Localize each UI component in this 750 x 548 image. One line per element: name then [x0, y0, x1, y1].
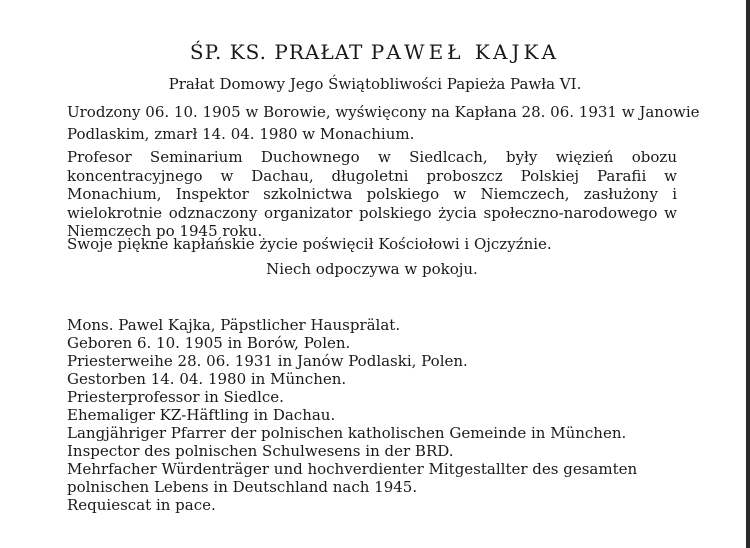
page-title [0, 40, 750, 64]
german-line: Ehemaliger KZ-Häftling in Dachau. [67, 406, 336, 424]
polish-birth-paragraph [67, 101, 700, 145]
birth-line-2: Podlaskim, zmarł 14. 04. 1980 w Monachium. [67, 125, 415, 143]
birth-line-1: Urodzony 06. 10. 1905 w Borowie, wyświęcony na Kapłana 28. 06. 1931 w Janowie [67, 103, 700, 121]
title-name: PAWEŁ KAJKA [370, 40, 561, 64]
german-line: Priesterprofessor in Siedlce. [67, 388, 284, 406]
rest-text: Niech odpoczywa w pokoju. [266, 260, 478, 278]
german-line: Mons. Pawel Kajka, Päpstlicher Hausprälat. [67, 316, 401, 334]
german-line: Gestorben 14. 04. 1980 in München. [67, 370, 347, 388]
title-prefix: ŚP. KS. PRAŁAT [189, 40, 371, 64]
german-line: Mehrfacher Würdenträger und hochverdienter Mitgestallter des gesamten [67, 460, 638, 478]
german-line: Inspector des polnischen Schulwesens in der BRD. [67, 442, 454, 460]
german-line: Geboren 6. 10. 1905 in Borów, Polen. [67, 334, 351, 352]
polish-career-paragraph [67, 148, 677, 241]
german-line: polnischen Lebens in Deutschland nach 1945. [67, 478, 418, 496]
german-line: Requiescat in pace. [67, 496, 216, 514]
dedication-text: Swoje piękne kapłańskie życie poświęcił Kościołowi i Ojczyźnie. [67, 235, 552, 253]
german-section [67, 316, 687, 514]
polish-rest [67, 258, 677, 280]
polish-dedication [67, 233, 677, 255]
career-text: Profesor Seminarium Duchownego w Siedlcach, były więzień obozu koncentracyjnego w Dachau, długoletni proboszcz Polskiej Parafii w Monachium, Inspektor szkolnictwa polskiego w Niemczech, zasłużony i wielokrotnie odznaczony organizator polskiego życia społeczno-narodowego w Niemczech po 1945 roku. [67, 148, 677, 240]
german-line: Langjähriger Pfarrer der polnischen katholischen Gemeinde in München. [67, 424, 627, 442]
german-line: Priesterweihe 28. 06. 1931 in Janów Podlaski, Polen. [67, 352, 468, 370]
scan-edge-bar [746, 0, 750, 548]
page-subtitle: Prałat Domowy Jego Świątobliwości Papieża Pawła VI. [168, 75, 582, 93]
